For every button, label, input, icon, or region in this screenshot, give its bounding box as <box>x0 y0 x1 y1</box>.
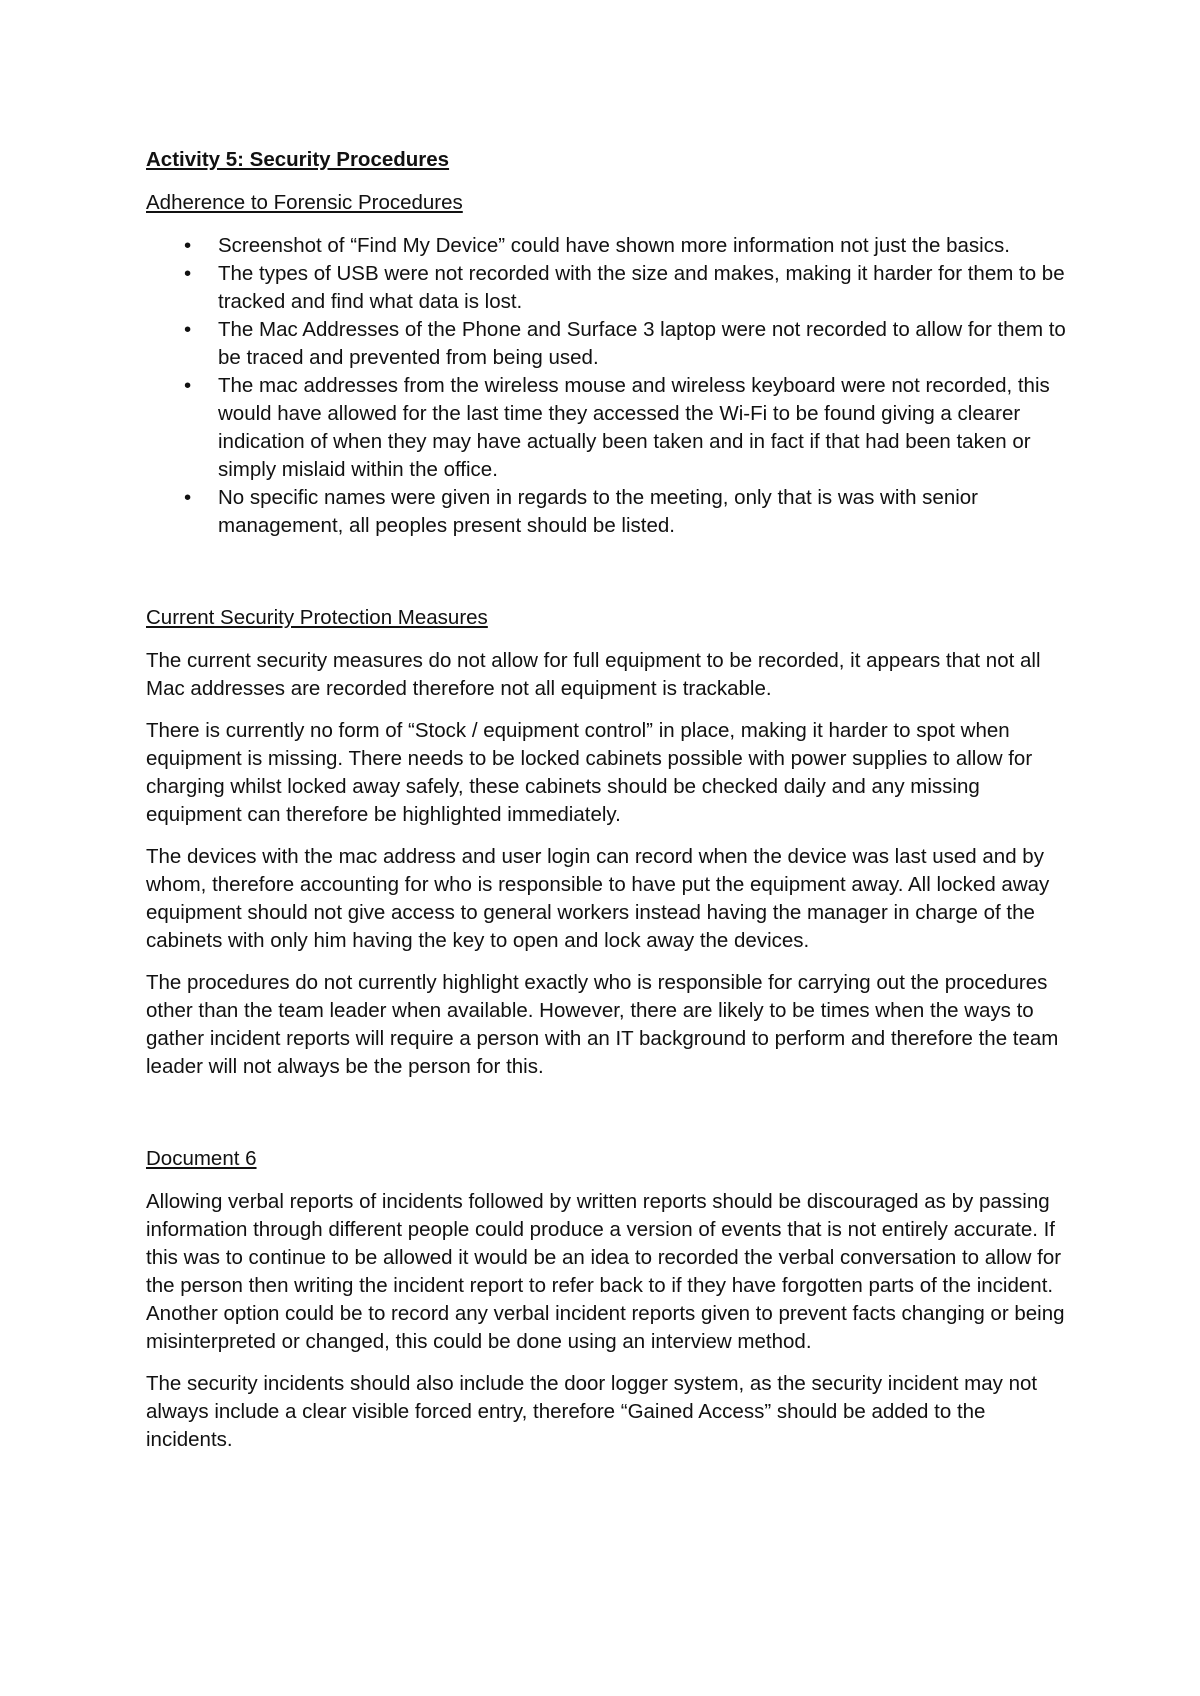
bullet-icon: • <box>184 234 192 257</box>
section-spacer <box>146 1095 1076 1145</box>
document-title: Activity 5: Security Procedures <box>146 148 450 171</box>
bullet-icon: • <box>184 262 192 285</box>
list-item-text: No specific names were given in regards to the meeting, only that is was with senior management, all peoples present should be listed. <box>218 486 979 537</box>
paragraph: There is currently no form of “Stock / equipment control” in place, making it harder to spot when equipment is missing. There needs to be locked cabinets possible with power supplies to allow for charging whilst locked away safely, these cabinets should be checked daily and any missing equipment can therefore be highlighted immediately. <box>146 719 1033 826</box>
paragraph: The security incidents should also include the door logger system, as the security incident may not always include a clear visible forced entry, therefore “Gained Access” should be added to the incidents. <box>146 1372 1038 1451</box>
list-item-text: Screenshot of “Find My Device” could have shown more information not just the basics. <box>218 234 1010 257</box>
bullet-icon: • <box>184 486 192 509</box>
document-page <box>146 146 1076 1468</box>
section-spacer <box>146 540 1076 604</box>
list-item <box>146 232 1076 260</box>
list-item-text: The mac addresses from the wireless mouse and wireless keyboard were not recorded, this would have allowed for the last time they accessed the Wi-Fi to be found giving a clearer indication of when they may have actually been taken and in fact if that had been taken or simply mislaid within the office. <box>218 374 1050 481</box>
list-item-text: The types of USB were not recorded with the size and makes, making it harder for them to be tracked and find what data is lost. <box>218 262 1065 313</box>
paragraph: Allowing verbal reports of incidents followed by written reports should be discouraged as by passing information through different people could produce a version of events that is not entirely accurate. If this was to continue to be allowed it would be an idea to recorded the verbal conversation to allow for the person then writing the incident report to refer back to if they have forgotten parts of the incident. Another option could be to record any verbal incident reports given to prevent facts changing or being misinterpreted or changed, this could be done using an interview method. <box>146 1190 1065 1353</box>
bullet-icon: • <box>184 374 192 397</box>
section-heading-document-6: Document 6 <box>146 1147 257 1170</box>
list-item <box>146 316 1076 372</box>
paragraph: The devices with the mac address and user login can record when the device was last used and by whom, therefore accounting for who is responsible to have put the equipment away. All locked away equipment should not give access to general workers instead having the manager in charge of the cabinets with only him having the key to open and lock away the devices. <box>146 845 1050 952</box>
list-item-text: The Mac Addresses of the Phone and Surface 3 laptop were not recorded to allow for them to be traced and prevented from being used. <box>218 318 1066 369</box>
section-heading-security-measures: Current Security Protection Measures <box>146 606 488 629</box>
paragraph: The current security measures do not allow for full equipment to be recorded, it appears that not all Mac addresses are recorded therefore not all equipment is trackable. <box>146 649 1041 700</box>
list-item <box>146 484 1076 540</box>
list-item <box>146 372 1076 484</box>
bullet-icon: • <box>184 318 192 341</box>
list-item <box>146 260 1076 316</box>
paragraph: The procedures do not currently highlight exactly who is responsible for carrying out the procedures other than the team leader when available. However, there are likely to be times when the ways to gather incident reports will require a person with an IT background to perform and therefore the team leader will not always be the person for this. <box>146 971 1059 1078</box>
forensic-procedures-list <box>146 232 1076 540</box>
section-heading-forensic-procedures: Adherence to Forensic Procedures <box>146 191 463 214</box>
